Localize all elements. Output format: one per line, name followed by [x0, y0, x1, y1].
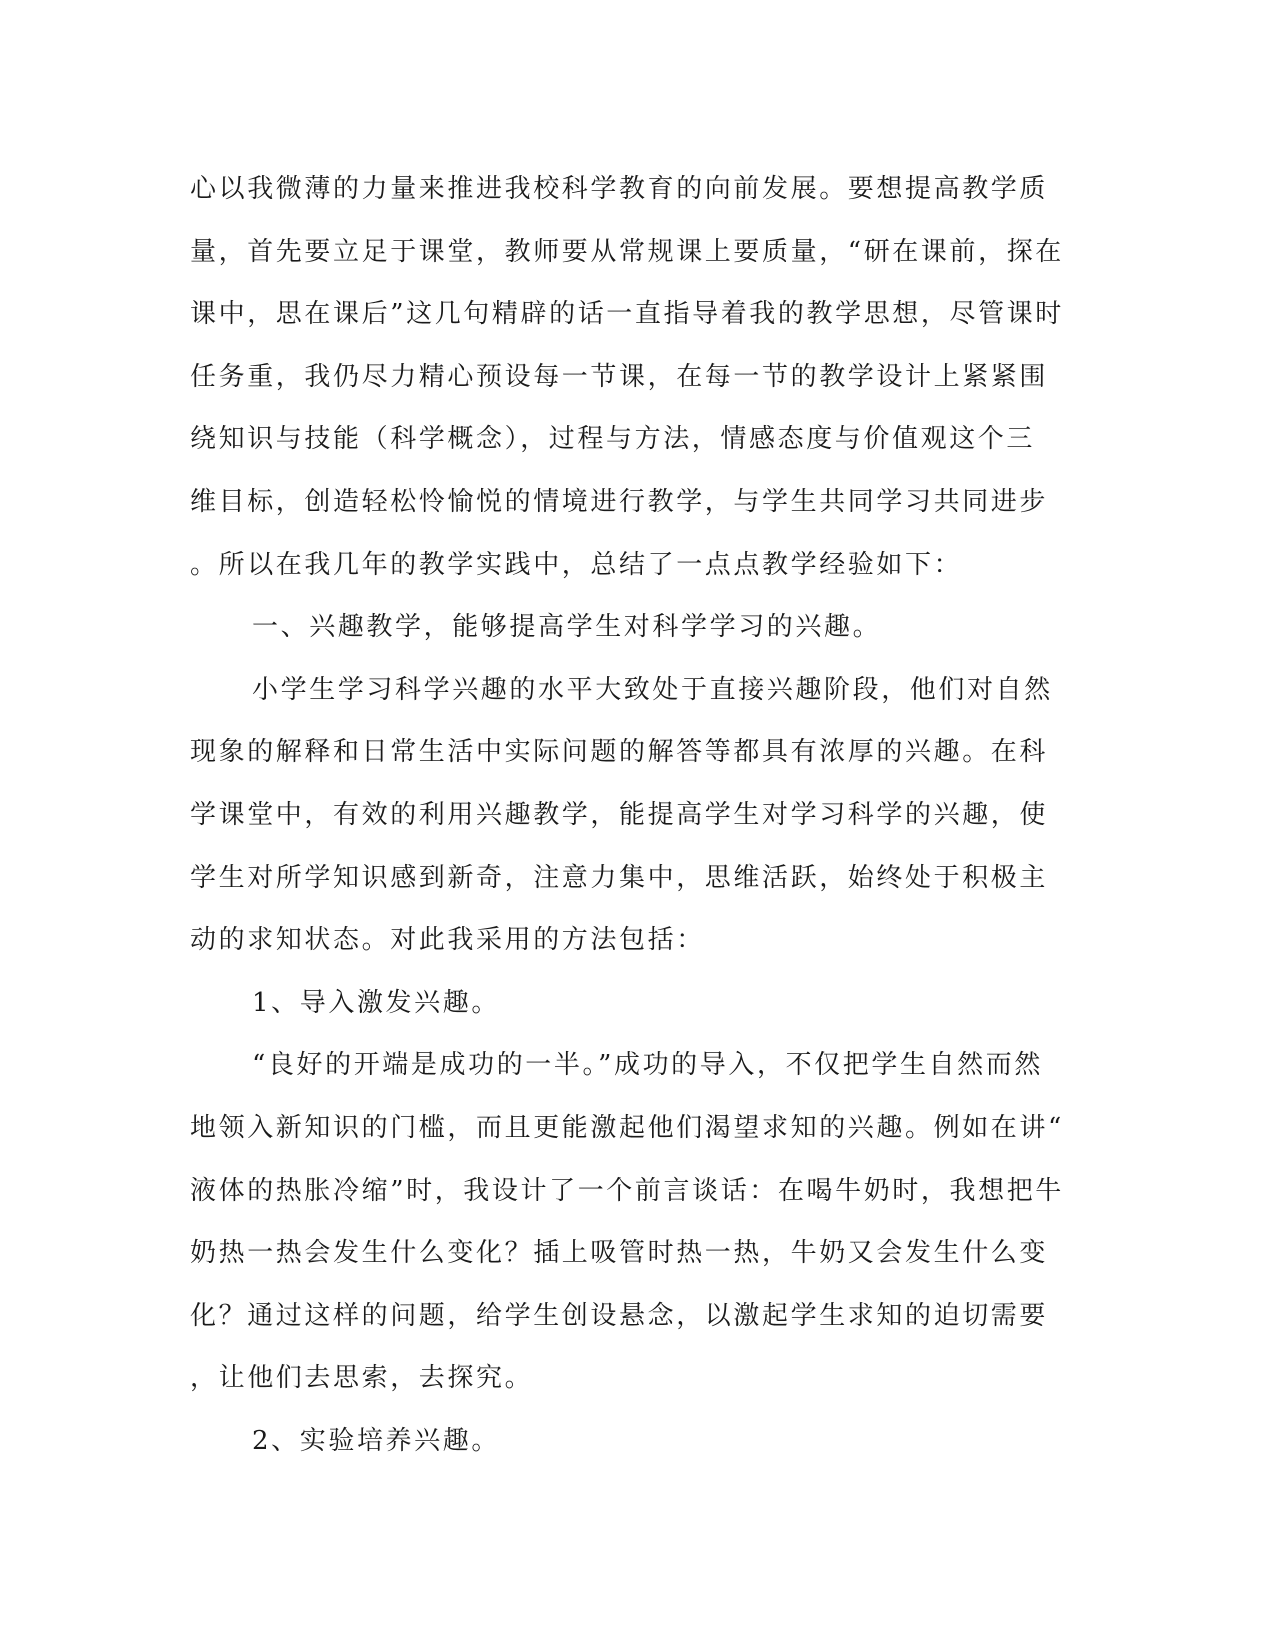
paragraph-start-line: 小学生学习科学兴趣的水平大致处于直接兴趣阶段，他们对自然 [252, 674, 1053, 705]
section-heading: 一、兴趣教学，能够提高学生对科学学习的兴趣。 [252, 612, 882, 643]
text-line: 动的求知状态。对此我采用的方法包括： [190, 925, 705, 956]
subsection-heading: 1、导入激发兴趣。 [252, 987, 500, 1018]
text-line: 奶热一热会发生什么变化？插上吸管时热一热，牛奶又会发生什么变 [190, 1238, 1049, 1269]
text-line: 地领入新知识的门槛，而且更能激起他们渴望求知的兴趣。例如在讲“ [190, 1112, 1064, 1143]
text-line: 维目标，创造轻松怜愉悦的情境进行教学，与学生共同学习共同进步 [190, 486, 1049, 517]
text-line: 绕知识与技能（科学概念），过程与方法，情感态度与价值观这个三 [190, 424, 1036, 455]
text-line: 学生对所学知识感到新奇，注意力集中，思维活跃，始终处于积极主 [190, 862, 1049, 893]
text-line: 学课堂中，有效的利用兴趣教学，能提高学生对学习科学的兴趣，使 [190, 799, 1049, 830]
document-body [190, 158, 1090, 1472]
text-line: 现象的解释和日常生活中实际问题的解答等都具有浓厚的兴趣。在科 [190, 737, 1049, 768]
text-line: ，让他们去思索，去探究。 [190, 1363, 534, 1394]
text-line: 课中，思在课后”这几句精辟的话一直指导着我的教学思想，尽管课时 [190, 299, 1064, 330]
text-line: 任务重，我仍尽力精心预设每一节课，在每一节的教学设计上紧紧围 [190, 361, 1049, 392]
text-line: 心以我微薄的力量来推进我校科学教育的向前发展。要想提高教学质 [190, 174, 1049, 204]
text-line: 。所以在我几年的教学实践中，总结了一点点教学经验如下： [190, 549, 963, 580]
text-line: 量，首先要立足于课堂，教师要从常规课上要质量，“研在课前，探在 [190, 236, 1064, 267]
text-line: 液体的热胀冷缩”时，我设计了一个前言谈话：在喝牛奶时，我想把牛 [190, 1175, 1064, 1206]
subsection-heading: 2、实验培养兴趣。 [252, 1425, 500, 1456]
paragraph-start-line: “良好的开端是成功的一半。”成功的导入，不仅把学生自然而然 [252, 1050, 1043, 1081]
text-line: 化？通过这样的问题，给学生创设悬念，以激起学生求知的迫切需要 [190, 1300, 1049, 1331]
